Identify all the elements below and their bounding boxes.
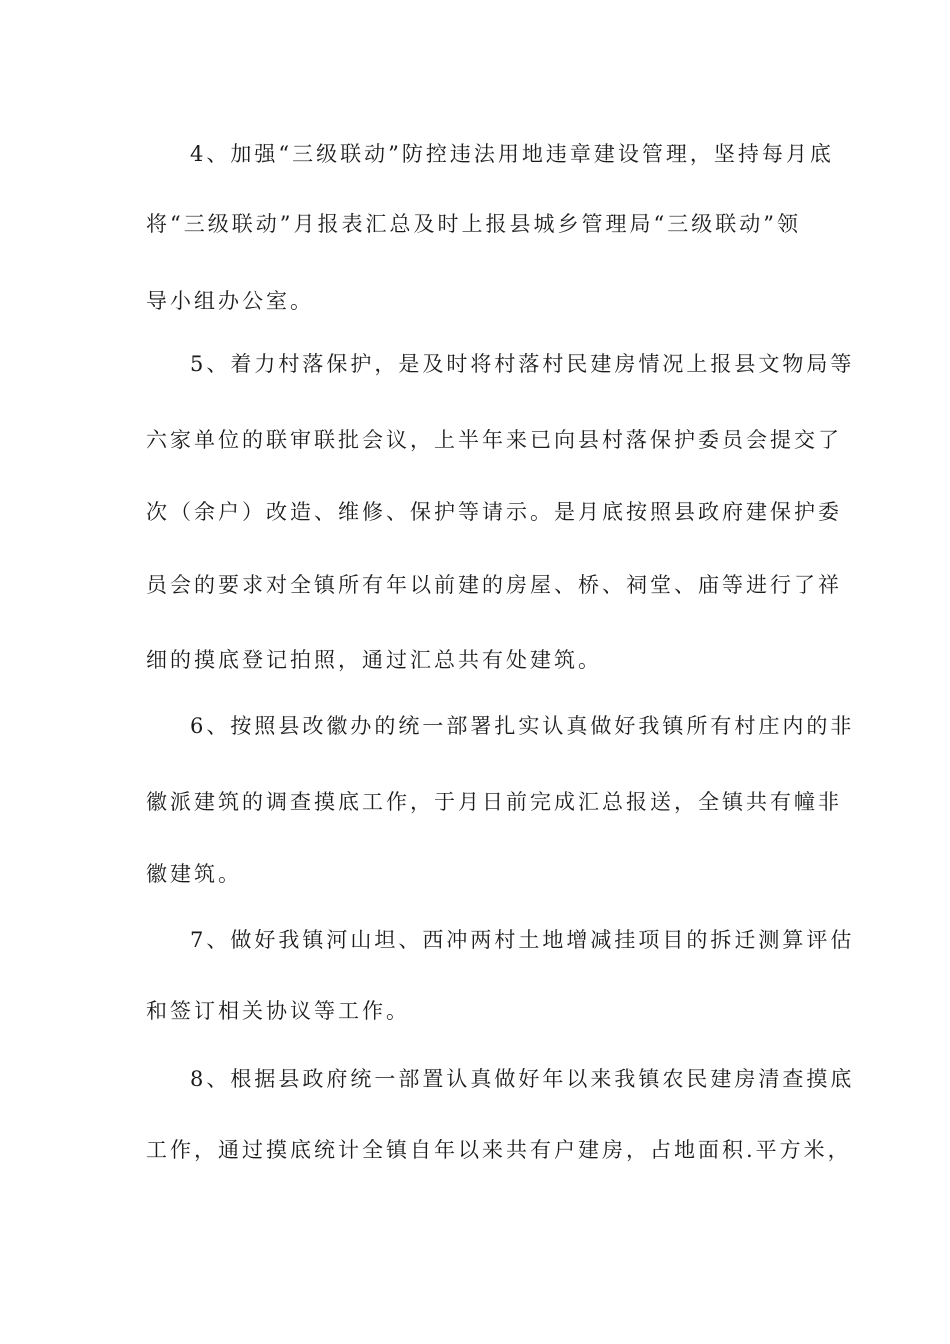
paragraph-8-line-2: 工作，通过摸底统计全镇自年以来共有户建房，占地面积.平方米，	[146, 1138, 852, 1162]
paragraph-6-line-1: 6、按照县改徽办的统一部署扎实认真做好我镇所有村庄内的非	[190, 714, 855, 738]
paragraph-5-line-2: 六家单位的联审联批会议，上半年来已向县村落保护委员会提交了	[146, 428, 842, 452]
paragraph-6-line-3: 徽建筑。	[146, 862, 242, 886]
paragraph-5-line-1: 5、着力村落保护，是及时将村落村民建房情况上报县文物局等	[190, 352, 855, 376]
paragraph-6-line-2: 徽派建筑的调查摸底工作，于月日前完成汇总报送，全镇共有幢非	[146, 790, 842, 814]
paragraph-5-line-4: 员会的要求对全镇所有年以前建的房屋、桥、祠堂、庙等进行了祥	[146, 573, 842, 597]
paragraph-7-line-2: 和签订相关协议等工作。	[146, 999, 410, 1023]
paragraph-4-line-3: 导小组办公室。	[146, 289, 314, 313]
paragraph-4-line-1: 4、加强“三级联动”防控违法用地违章建设管理，坚持每月底	[190, 142, 834, 166]
paragraph-4-line-2: 将“三级联动”月报表汇总及时上报县城乡管理局“三级联动”领	[146, 212, 801, 236]
paragraph-7-line-1: 7、做好我镇河山坦、西冲两村土地增减挂项目的拆迁测算评估	[190, 928, 855, 952]
paragraph-5-line-5: 细的摸底登记拍照，通过汇总共有处建筑。	[146, 648, 602, 672]
paragraph-8-line-1: 8、根据县政府统一部置认真做好年以来我镇农民建房清查摸底	[190, 1067, 855, 1091]
paragraph-5-line-3: 次（余户）改造、维修、保护等请示。是月底按照县政府建保护委	[146, 500, 842, 524]
